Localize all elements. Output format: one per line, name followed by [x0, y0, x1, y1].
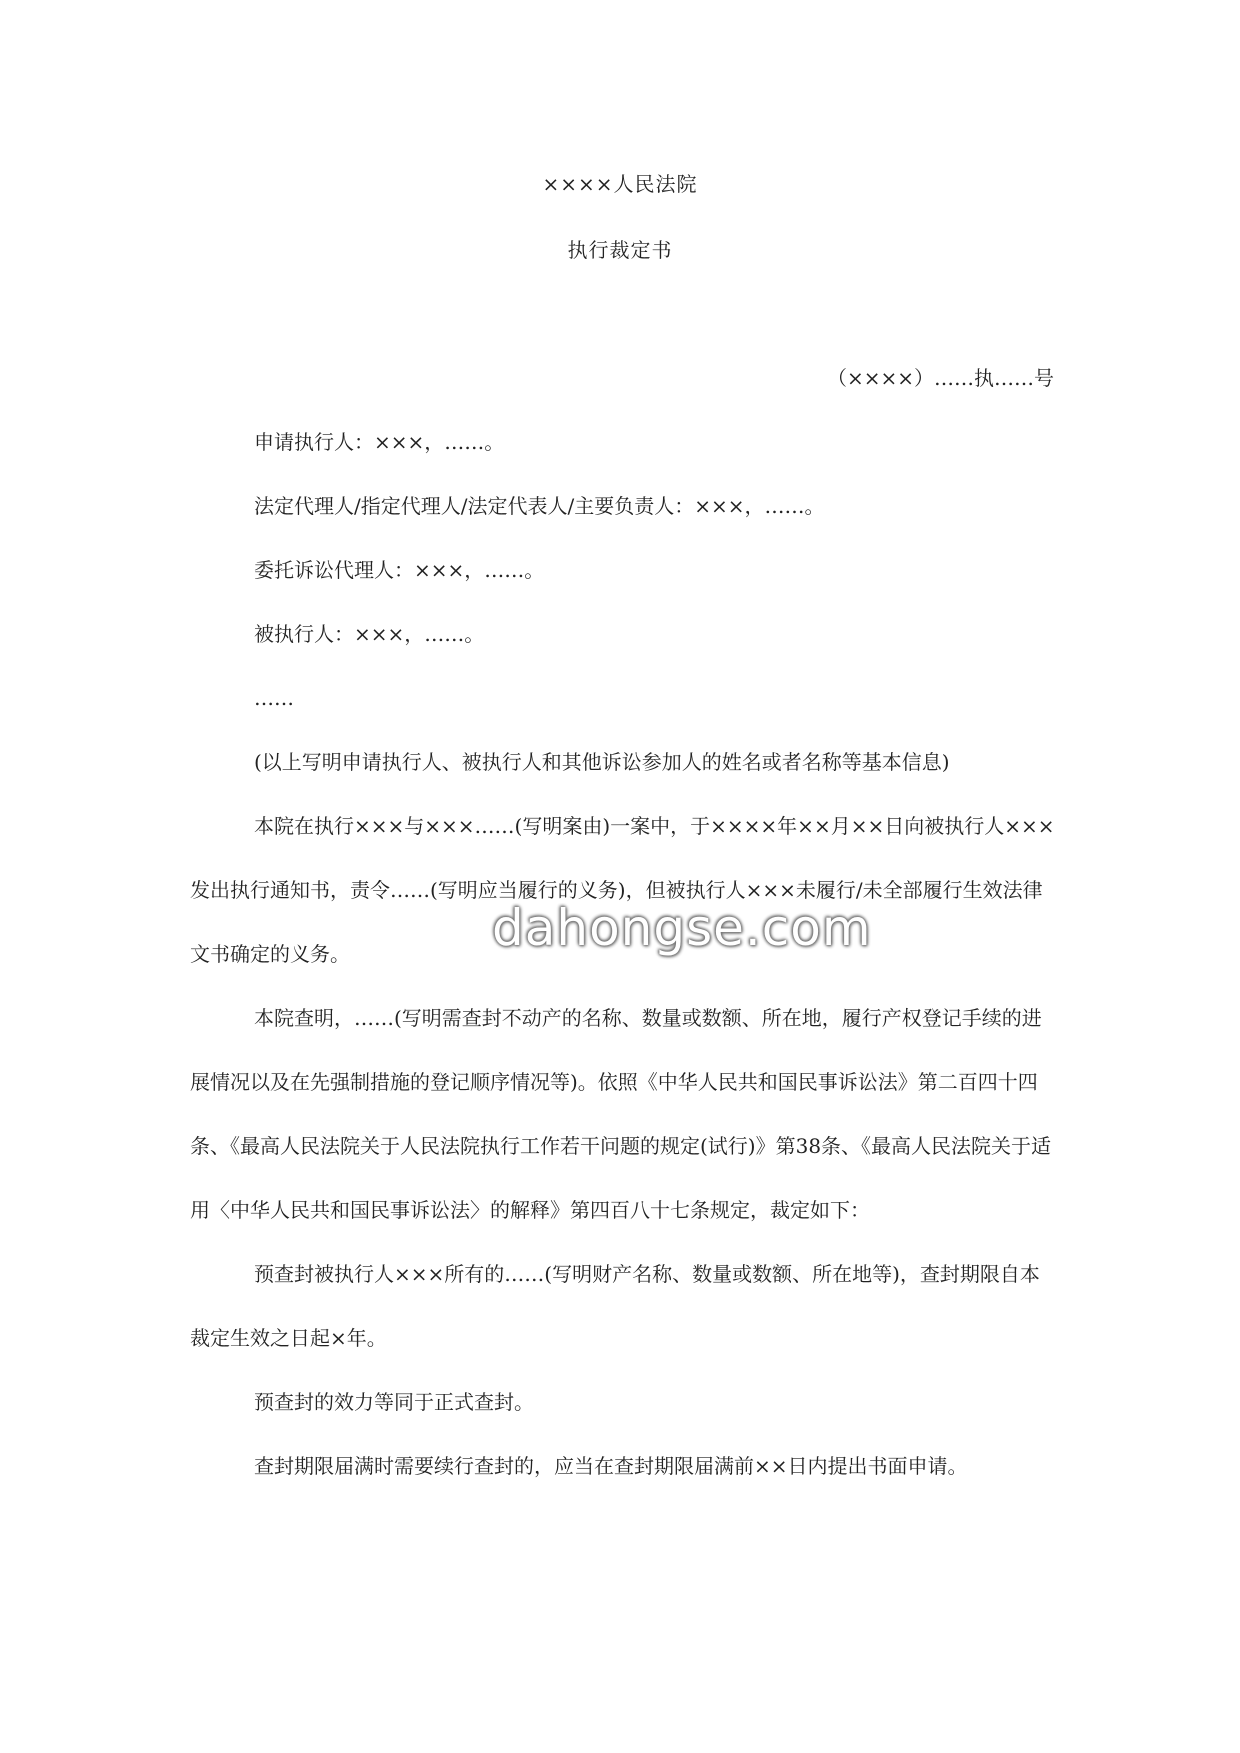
document-title: 执行裁定书 [567, 238, 673, 262]
ruling-paragraph: 预查封被执行人×××所有的……(写明财产名称、数量或数额、所在地等)，查封期限自本裁定生效之日起×年。 [190, 1262, 1040, 1350]
ruling-paragraph: 预查封的效力等同于正式查封。 [254, 1390, 534, 1414]
party-note: (以上写明申请执行人、被执行人和其他诉讼参加人的姓名或者名称等基本信息) [254, 750, 950, 774]
case-number: （××××）……执……号 [826, 366, 1054, 390]
party-legal-representative: 法定代理人/指定代理人/法定代表人/主要负责人：×××，……。 [254, 494, 825, 518]
body-paragraph: 本院查明，……(写明需查封不动产的名称、数量或数额、所在地，履行产权登记手续的进展情况以及在先强制措施的登记顺序情况等)。依照《中华人民共和国民事诉讼法》第二百四十四条、《最高人民法院关于人民法院执行工作若干问题的规定(试行)》第38条、《最高人民法院关于适用〈中华人民共和国民事诉讼法〉的解释》第四百八十七条规定，裁定如下： [190, 1006, 1052, 1222]
party-applicant: 申请执行人：×××，……。 [254, 430, 505, 454]
watermark: dahongse.com [492, 899, 872, 957]
court-name: ××××人民法院 [542, 172, 698, 196]
party-agent: 委托诉讼代理人：×××，……。 [254, 558, 545, 582]
body-paragraph: 本院在执行×××与×××……(写明案由)一案中，于××××年××月××日向被执行人×××发出执行通知书，责令……(写明应当履行的义务)，但被执行人×××未履行/未全部履行生效法律文书确定的义务。 [190, 814, 1055, 966]
party-ellipsis: …… [254, 686, 294, 710]
ruling-paragraph: 查封期限届满时需要续行查封的，应当在查封期限届满前××日内提出书面申请。 [254, 1454, 968, 1478]
party-respondent: 被执行人：×××，……。 [254, 622, 485, 646]
